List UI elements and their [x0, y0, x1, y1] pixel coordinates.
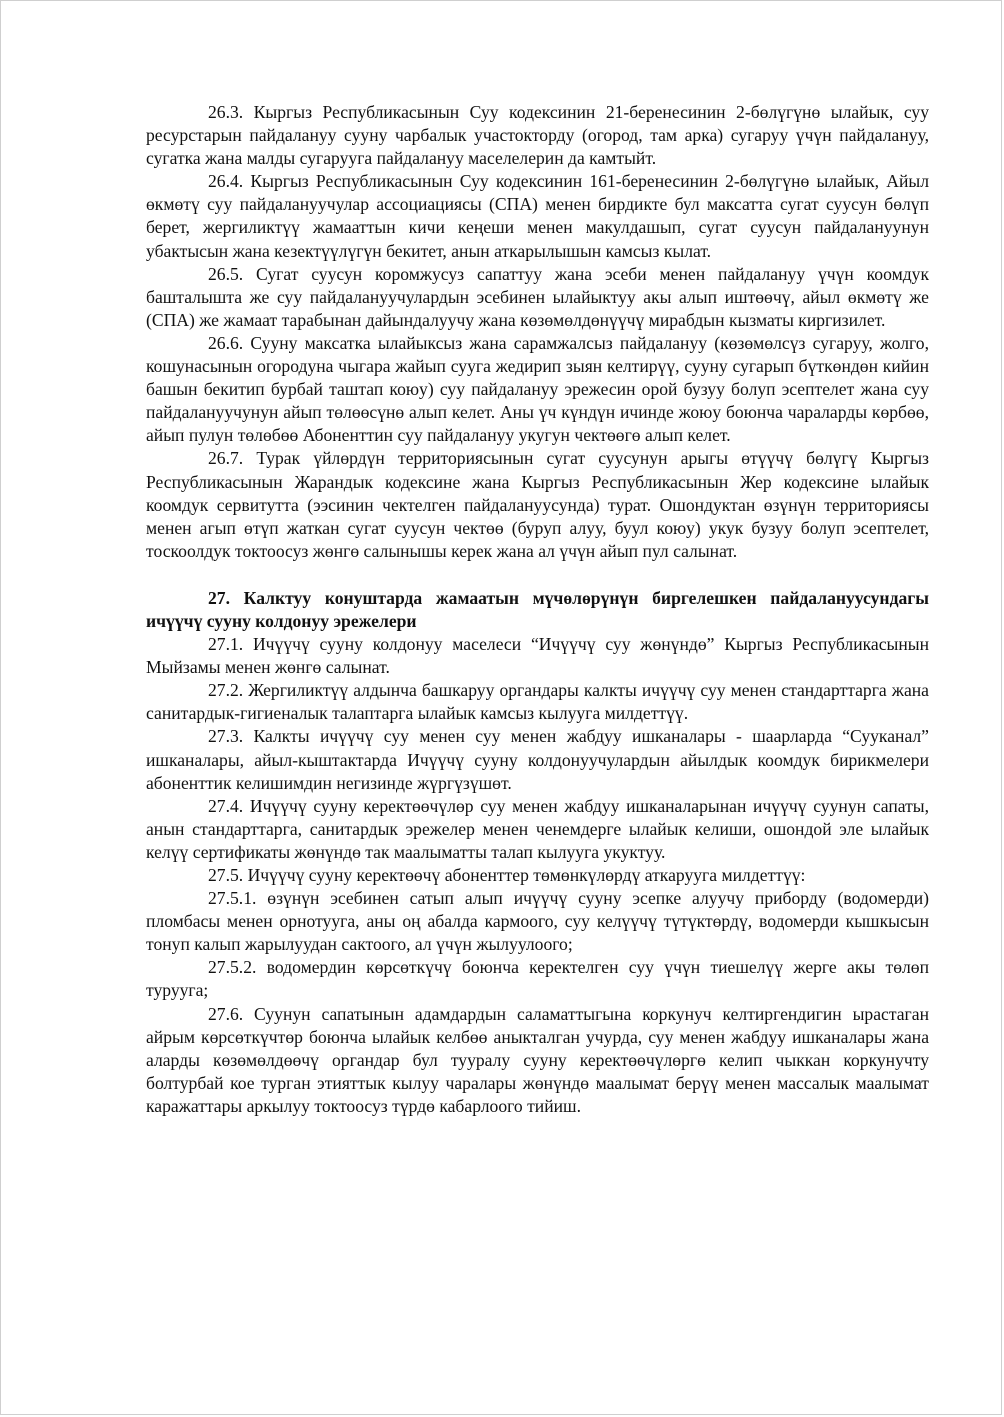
paragraph-26-3: 26.3. Кыргыз Республикасынын Суу кодексинин 21-беренесинин 2-бөлүгүнө ылайык, суу ресурстарын пайдалануу сууну чарбалык участокторду (огород, там арка) сугаруу үчүн пайдалануу, сугатка жана малды сугарууга пайдалануу маселелерин да камтыйт. [146, 102, 929, 169]
paragraph-27-2: 27.2. Жергиликтүү алдынча башкаруу органдары калкты ичүүчү суу менен стандарттарга жана санитардык-гигиеналык талаптарга ылайык камсыз кылууга милдеттүү. [146, 680, 929, 724]
paragraph-26-5: 26.5. Сугат суусун коромжусуз сапаттуу жана эсеби менен пайдалануу үчүн коомдук башталышта же суу пайдалануучулардын эсебинен ылайыктуу акы алып иштөөчү, айыл өкмөтү же (СПА) же жамаат тарабынан дайындалуучу жана көзөмөлдөнүүчү мирабдын кызматы киргизилет. [146, 263, 929, 330]
paragraph-27-5-1: 27.5.1. өзүнүн эсебинен сатып алып ичүүчү сууну эсепке алуучу приборду (водомерди) пломбасы менен орнотууга, аны оң абалда кармоого, суу келүүчү түтүктөрдү, водомерди кышкысын тонуп калып жарылуудан сактоого, ал үчүн жылуулоого; [146, 888, 929, 955]
paragraph-27-1: 27.1. Ичүүчү сууну колдонуу маселеси “Ичүүчү суу жөнүндө” Кыргыз Республикасынын Мыйзамы менен жөнгө салынат. [146, 634, 929, 678]
paragraph-27-4: 27.4. Ичүүчү сууну керектөөчүлөр суу менен жабдуу ишканаларынан ичүүчү суунун сапаты, анын стандарттарга, санитардык эрежелер менен ченемдерге ылайык келиши, ошондой эле ылайык келүү сертификаты жөнүндө так маалыматты талап кылууга укуктуу. [146, 795, 929, 862]
paragraph-27-5: 27.5. Ичүүчү сууну керектөөчү абоненттер төмөнкүлөрдү аткарууга милдеттүү: [208, 865, 806, 885]
paragraph-26-7: 26.7. Турак үйлөрдүн территориясынын сугат суусунун арыгы өтүүчү бөлүгү Кыргыз Республикасынын Жарандык кодексине жана Кыргыз Республикасынын Жер кодексине ылайык коомдук сервитутта (ээсинин чектелген пайдалануусунда) турат. Ошондуктан өзүнүн территориясы менен агып өтүп жаткан сугат суусун чектөө (буруп алуу, буул коюу) укук бузуу болуп эсептелет, тоскоолдук токтоосуз жөнгө салынышы керек жана ал үчүн айып пул салынат. [146, 448, 929, 561]
paragraph-27-5-2: 27.5.2. водомердин көрсөткүчү боюнча керектелген суу үчүн тиешелүү жерге акы төлөп турууга; [146, 957, 929, 1001]
paragraph-26-6: 26.6. Сууну максатка ылайыксыз жана сарамжалсыз пайдалануу (көзөмөлсүз сугаруу, жолго, кошунасынын огородуна чыгара жайып сууга жедирип зыян келтирүү, сууну сугарып бүткөндөн кийин башын бекитип бурбай таштап коюу) суу пайдалануу эрежесин орой бузуу болуп эсептелет жана суу пайдалануучунун айып төлөөсүнө алып келет. Аны үч күндүн ичинде жоюу боюнча чараларды көрбөө, айып пулун төлөбөө Абоненттин суу пайдалануу укугун чектөөгө алып келет. [146, 332, 929, 446]
paragraph-27-6: 27.6. Суунун сапатынын адамдардын саламаттыгына коркунуч келтиргендигин ырастаган айрым көрсөткүчтөр боюнча ылайык келбөө аныкталган учурда, суу менен жабдуу ишканалары жана аларды көзөмөлдөөчү органдар бул тууралу сууну керектөөчүлөргө келип чыккан коркунучту болтурбай кое турган этияттык кылуу чаралары жөнүндө маалымат берүү менен массалык маалымат каражаттары аркылуу токтоосуз түрдө кабарлоого тийиш. [146, 1003, 929, 1116]
document-body [146, 101, 929, 1118]
paragraph-27-3: 27.3. Калкты ичүүчү суу менен суу менен жабдуу ишканалары - шаарларда “Сууканал” ишканалары, айыл-кыштактарда Ичүүчү сууну колдонуучулардын айылдык коомдук бирикмелери абоненттик келишимдин негизинде жүргүзүшөт. [146, 726, 929, 793]
section-heading-27: 27. Калктуу конуштарда жамаатын мүчөлөрүнүн биргелешкен пайдалануусундагы ичүүчү сууну колдонуу эрежелери [146, 587, 929, 631]
paragraph-26-4: 26.4. Кыргыз Республикасынын Суу кодексинин 161-беренесинин 2-бөлүгүнө ылайык, Айыл өкмөтү суу пайдалануучулар ассоциациясы (СПА) менен бирдикте бул максатта сугат суусун бөлүп берет, жергиликтүү жамааттын кичи кеңеши менен макулдашып, сугат суусун пайдалануунун убактысын жана кезектүүлүгүн бекитет, анын аткарылышын камсыз кылат. [146, 171, 929, 261]
